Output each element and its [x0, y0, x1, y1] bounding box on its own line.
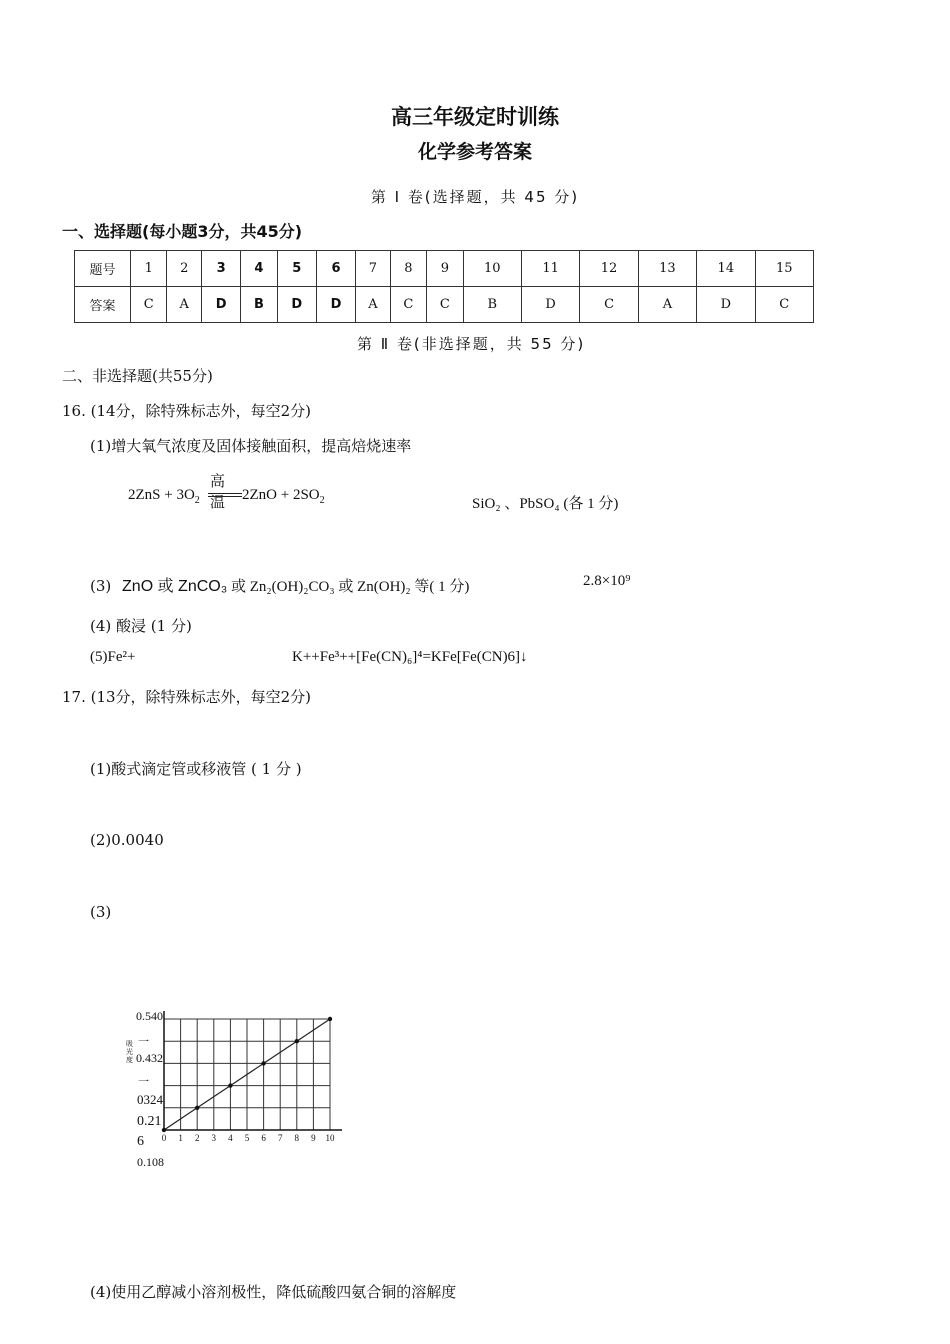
- table-cell: A: [356, 287, 391, 323]
- y-tick-label: 0.540: [136, 1009, 163, 1023]
- x-tick-label: 2: [194, 1133, 200, 1143]
- data-point: [261, 1061, 265, 1065]
- q16-answer-2-residue: SiO₂ 、PbSO₄ (各 1 分): [472, 496, 619, 512]
- chart-ylabel: 吸光度: [126, 1040, 133, 1064]
- table-cell: D: [316, 287, 355, 323]
- x-tick-labels: [162, 1133, 335, 1143]
- absorbance-chart: [120, 1005, 370, 1175]
- table-cell: 10: [463, 251, 521, 287]
- page-subtitle: 化学参考答案: [417, 141, 532, 163]
- table-cell: 12: [580, 251, 638, 287]
- equation-left: [128, 487, 200, 506]
- equation-equals-sign: [208, 493, 242, 497]
- table-cell: C: [390, 287, 426, 323]
- table-cell: 9: [427, 251, 463, 287]
- page-title: 高三年级定时训练: [391, 105, 559, 129]
- equation-products: 2ZnO + 2SO: [242, 487, 320, 503]
- section2-heading: 二、非选择题(共55分): [62, 367, 213, 385]
- y-tick-label: 0324: [137, 1092, 163, 1107]
- table-cell: 7: [356, 251, 391, 287]
- table-cell: D: [521, 287, 579, 323]
- y-tick-dash: 一: [138, 1035, 149, 1048]
- q16-answer-5-ion: (5)Fe²+: [90, 649, 136, 665]
- x-tick-label: 9: [311, 1133, 316, 1143]
- data-point: [295, 1039, 299, 1043]
- y-tick-dash: 一: [138, 1075, 149, 1088]
- data-point: [228, 1083, 232, 1087]
- answer-table: [74, 250, 814, 323]
- y-tick-label: 0.21: [137, 1114, 162, 1129]
- table-cell: C: [131, 287, 167, 323]
- table-cell: D: [277, 287, 316, 323]
- table-cell: 13: [638, 251, 696, 287]
- x-tick-label: 1: [178, 1133, 183, 1143]
- table-cell: 11: [521, 251, 579, 287]
- part1-heading: 第 Ⅰ 卷(选择题，共 45 分): [370, 188, 580, 206]
- q16-answer-1: (1)增大氧气浓度及固体接触面积，提高焙烧速率: [90, 437, 412, 455]
- table-cell: 4: [241, 251, 277, 287]
- table-cell: 5: [277, 251, 316, 287]
- y-tick-label: 6: [137, 1134, 144, 1149]
- table-row-numbers: [75, 251, 814, 287]
- q16-answer-3: [90, 573, 469, 596]
- table-cell: 2: [167, 251, 202, 287]
- q16-answer-5-equation: K++Fe³++[Fe(CN)₆]⁴=KFe[Fe(CN)6]↓: [292, 649, 528, 665]
- table-cell: 6: [316, 251, 355, 287]
- q17-answer-1: (1)酸式滴定管或移液管 ( 1 分 ): [90, 760, 302, 778]
- x-tick-label: 0: [161, 1133, 167, 1143]
- x-tick-label: 7: [277, 1133, 283, 1143]
- q17-answer-3: (3): [90, 903, 112, 921]
- q17-header: 17. (13分，除特殊标志外，每空2分): [62, 688, 311, 706]
- table-cell: B: [241, 287, 277, 323]
- table-cell: 15: [755, 251, 813, 287]
- table-cell: C: [755, 287, 813, 323]
- data-point: [162, 1128, 166, 1132]
- q16-a3-rest: 或 Zn₂(OH)₂CO₃ 或 Zn(OH)₂ 等( 1 分): [227, 579, 470, 595]
- table-cell: 1: [131, 251, 167, 287]
- x-tick-label: 5: [244, 1133, 250, 1143]
- data-point: [195, 1106, 199, 1110]
- table-row-answers: [75, 287, 814, 323]
- row-label-answer: 答案: [75, 287, 131, 323]
- table-cell: 8: [390, 251, 426, 287]
- q16-a3-value: 2.8×10⁹: [583, 573, 631, 589]
- table-cell: D: [697, 287, 755, 323]
- table-cell: 3: [202, 251, 241, 287]
- table-cell: A: [638, 287, 696, 323]
- equation-o2-subscript: 2: [194, 495, 200, 506]
- equation-right: [242, 487, 325, 506]
- section1-heading: 一、选择题(每小题3分，共45分): [62, 222, 303, 241]
- x-tick-label: 4: [228, 1133, 233, 1143]
- q17-answer-4: (4)使用乙醇减小溶剂极性，降低硫酸四氨合铜的溶解度: [90, 1283, 457, 1301]
- data-point: [328, 1017, 332, 1021]
- table-cell: C: [427, 287, 463, 323]
- equation-reactants: 2ZnS + 3O: [128, 487, 195, 503]
- table-cell: D: [202, 287, 241, 323]
- table-cell: A: [167, 287, 202, 323]
- y-tick-label: 0.432: [136, 1051, 163, 1065]
- row-label-number: 题号: [75, 251, 131, 287]
- table-cell: 14: [697, 251, 755, 287]
- q16-a3-main: ZnO 或 ZnCO₃: [122, 578, 228, 595]
- part2-heading: 第 Ⅱ 卷(非选择题，共 55 分): [357, 335, 586, 353]
- y-tick-label: 0.108: [137, 1155, 164, 1169]
- table-cell: B: [463, 287, 521, 323]
- table-cell: C: [580, 287, 638, 323]
- equation-condition: 高温: [210, 474, 226, 511]
- q16-a3-prefix: (3): [90, 577, 112, 595]
- x-tick-label: 10: [325, 1133, 335, 1143]
- equation-so2-subscript: 2: [319, 495, 325, 506]
- q16-header: 16. (14分，除特殊标志外，每空2分): [62, 402, 311, 420]
- q16-answer-4: (4) 酸浸 (1 分): [90, 617, 192, 635]
- x-tick-label: 8: [294, 1133, 300, 1143]
- x-tick-label: 6: [261, 1133, 266, 1143]
- q17-answer-2: (2)0.0040: [90, 831, 164, 849]
- x-tick-label: 3: [211, 1133, 217, 1143]
